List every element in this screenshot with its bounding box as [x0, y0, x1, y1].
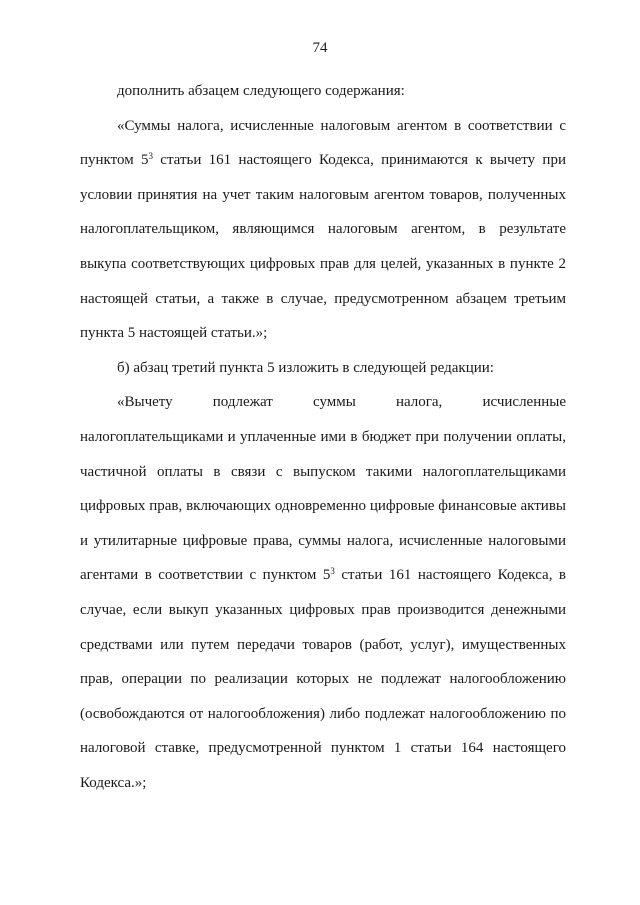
- paragraph-intro: [80, 74, 566, 109]
- paragraph-text: дополнить абзацем следующего содержания:: [117, 83, 405, 99]
- superscript: 3: [330, 566, 335, 577]
- paragraph-text: статьи 161 настоящего Кодекса, в случае, если выкуп указанных цифровых прав производится денежными средствами или путем передачи товаров (работ, услуг), имущественных прав, операции по реализации которых не подлежат налогообложению (освобождаются от налогообложения) либо подлежат налогообложению по налоговой ставке, предусмотренной пунктом 1 статьи 164 настоящего Кодекса.»;: [80, 567, 567, 791]
- paragraph-text: «Вычету подлежат суммы налога, исчисленные налогоплательщиками и уплаченные ими в бюджет при получении оплаты, частичной оплаты в связи с выпуском такими налогоплательщиками цифровых прав, включающих одновременно цифровые финансовые активы и утилитарные цифровые права, суммы налога, исчисленные налоговыми агентами в соответствии с пунктом 5: [80, 394, 566, 584]
- paragraph-text: статьи 161 настоящего Кодекса, принимаются к вычету при условии принятия на учет таким налоговым агентом товаров, полученных налогоплательщиком, являющимся налоговым агентом, в результате выкупа соответствующих цифровых прав для целей, указанных в пункте 2 настоящей статьи, а также в случае, предусмотренном абзацем третьим пункта 5 настоящей статьи.»;: [80, 152, 566, 342]
- paragraph-text: «Суммы налога, исчисленные налоговым агентом в соответствии с пунктом 5: [80, 117, 566, 169]
- page-number: 74: [312, 40, 328, 56]
- superscript: 3: [148, 151, 153, 162]
- paragraph-amendment-b: [80, 351, 566, 386]
- document-body: [80, 74, 566, 800]
- paragraph-quote-1: [80, 109, 566, 351]
- paragraph-text: б) абзац третий пункта 5 изложить в следующей редакции:: [117, 359, 494, 376]
- paragraph-quote-2: [80, 385, 566, 800]
